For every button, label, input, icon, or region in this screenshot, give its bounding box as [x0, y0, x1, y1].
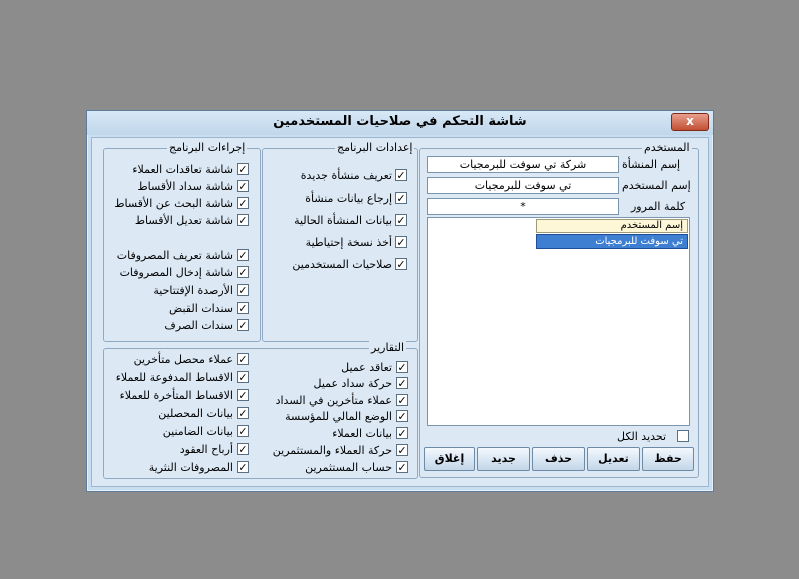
reports-item-label: بيانات المحصلين — [158, 407, 233, 420]
procedures-item-label: شاشة إدخال المصروفات — [119, 266, 233, 279]
procedures-checkbox[interactable]: ✓ — [238, 214, 248, 227]
edit-button[interactable]: تعديل — [587, 447, 640, 471]
window-title: شاشة التحكم في صلاحيات المستخدمين — [273, 114, 527, 129]
reports-item-label: حساب المستثمرين — [305, 461, 392, 474]
reports-item-label: بيانات الضامنين — [162, 425, 233, 438]
reports-checkbox[interactable]: ✓ — [397, 444, 407, 457]
settings-checkbox[interactable]: ✓ — [396, 169, 406, 182]
reports-checkbox[interactable]: ✓ — [238, 371, 248, 384]
reports-item-label: أرباح العقود — [179, 443, 233, 456]
users-list-header[interactable]: إسم المستخدم — [536, 219, 688, 233]
reports-item-label: تعاقد عميل — [341, 361, 392, 374]
reports-checkbox[interactable]: ✓ — [397, 410, 407, 423]
procedures-item-label: سندات القبض — [169, 302, 233, 315]
settings-group-legend: إعدادات البرنامج — [337, 141, 413, 154]
reports-item-label: حركة سداد عميل — [313, 377, 392, 390]
reports-checkbox[interactable]: ✓ — [238, 443, 248, 456]
settings-item-label: أخذ نسخة إحتياطية — [305, 236, 392, 249]
select-all-label: تحديد الكل — [617, 430, 667, 443]
procedures-item-label: شاشة سداد الأقساط — [137, 180, 233, 193]
password-label: كلمة المرور — [631, 200, 686, 213]
reports-checkbox[interactable]: ✓ — [397, 394, 407, 407]
reports-item-label: المصروفات النثرية — [148, 461, 233, 474]
reports-item-label: عملاء متأخرين في السداد — [275, 394, 392, 407]
username-field[interactable]: تي سوفت للبرمجيات — [427, 177, 619, 194]
reports-group-legend: التقارير — [371, 341, 405, 354]
settings-checkbox[interactable]: ✓ — [396, 214, 406, 227]
delete-button[interactable]: حذف — [532, 447, 585, 471]
procedures-item-label: شاشة تعديل الأقساط — [134, 214, 233, 227]
company-field[interactable]: شركة تي سوفت للبرمجيات — [427, 156, 619, 173]
save-button[interactable]: حفظ — [642, 447, 694, 471]
reports-item-label: الاقساط المتأخرة للعملاء — [119, 389, 233, 402]
user-group-legend: المستخدم — [644, 141, 690, 154]
title-bar[interactable] — [87, 111, 713, 135]
procedures-checkbox[interactable]: ✓ — [238, 319, 248, 332]
procedures-group-legend: إجراءات البرنامج — [169, 141, 246, 154]
settings-item-label: تعريف منشأة جديدة — [300, 169, 392, 182]
close-button[interactable]: إغلاق — [424, 447, 475, 471]
settings-item-label: صلاحيات المستخدمين — [292, 258, 392, 271]
procedures-checkbox[interactable]: ✓ — [238, 266, 248, 279]
select-all-checkbox[interactable] — [677, 430, 689, 442]
password-field[interactable]: * — [427, 198, 619, 215]
reports-item-label: حركة العملاء والمستثمرين — [272, 444, 392, 457]
reports-item-label: الوضع المالي للمؤسسة — [285, 410, 392, 423]
procedures-item-label: الأرصدة الإفتتاحية — [153, 284, 233, 297]
company-label: إسم المنشأة — [622, 158, 681, 171]
settings-item-label: إرجاع بيانات منشأة — [305, 192, 392, 205]
reports-checkbox[interactable]: ✓ — [238, 353, 248, 366]
users-list-row[interactable]: تي سوفت للبرمجيات — [536, 234, 688, 249]
settings-checkbox[interactable]: ✓ — [396, 192, 406, 205]
reports-checkbox[interactable]: ✓ — [238, 425, 248, 438]
reports-checkbox[interactable]: ✓ — [397, 361, 407, 374]
procedures-checkbox[interactable]: ✓ — [238, 197, 248, 210]
procedures-checkbox[interactable]: ✓ — [238, 284, 248, 297]
reports-checkbox[interactable]: ✓ — [397, 427, 407, 440]
close-window-button[interactable]: x — [671, 113, 709, 131]
settings-checkbox[interactable]: ✓ — [396, 236, 406, 249]
reports-item-label: عملاء محصل متأخرين — [133, 353, 233, 366]
procedures-checkbox[interactable]: ✓ — [238, 180, 248, 193]
reports-item-label: الاقساط المدفوعة للعملاء — [115, 371, 233, 384]
procedures-checkbox[interactable]: ✓ — [238, 249, 248, 262]
reports-checkbox[interactable]: ✓ — [397, 377, 407, 390]
settings-item-label: بيانات المنشأة الحالية — [294, 214, 392, 227]
procedures-item-label: شاشة البحث عن الأقساط — [114, 197, 233, 210]
procedures-item-label: شاشة تعريف المصروفات — [116, 249, 233, 262]
procedures-checkbox[interactable]: ✓ — [238, 302, 248, 315]
username-label: إسم المستخدم — [622, 179, 691, 192]
reports-checkbox[interactable]: ✓ — [397, 461, 407, 474]
reports-checkbox[interactable]: ✓ — [238, 389, 248, 402]
procedures-item-label: شاشة تعاقدات العملاء — [132, 163, 233, 176]
new-button[interactable]: جديد — [477, 447, 530, 471]
reports-checkbox[interactable]: ✓ — [238, 407, 248, 420]
procedures-item-label: سندات الصرف — [164, 319, 233, 332]
procedures-checkbox[interactable]: ✓ — [238, 163, 248, 176]
reports-item-label: بيانات العملاء — [332, 427, 392, 440]
reports-checkbox[interactable]: ✓ — [238, 461, 248, 474]
settings-checkbox[interactable]: ✓ — [396, 258, 406, 271]
